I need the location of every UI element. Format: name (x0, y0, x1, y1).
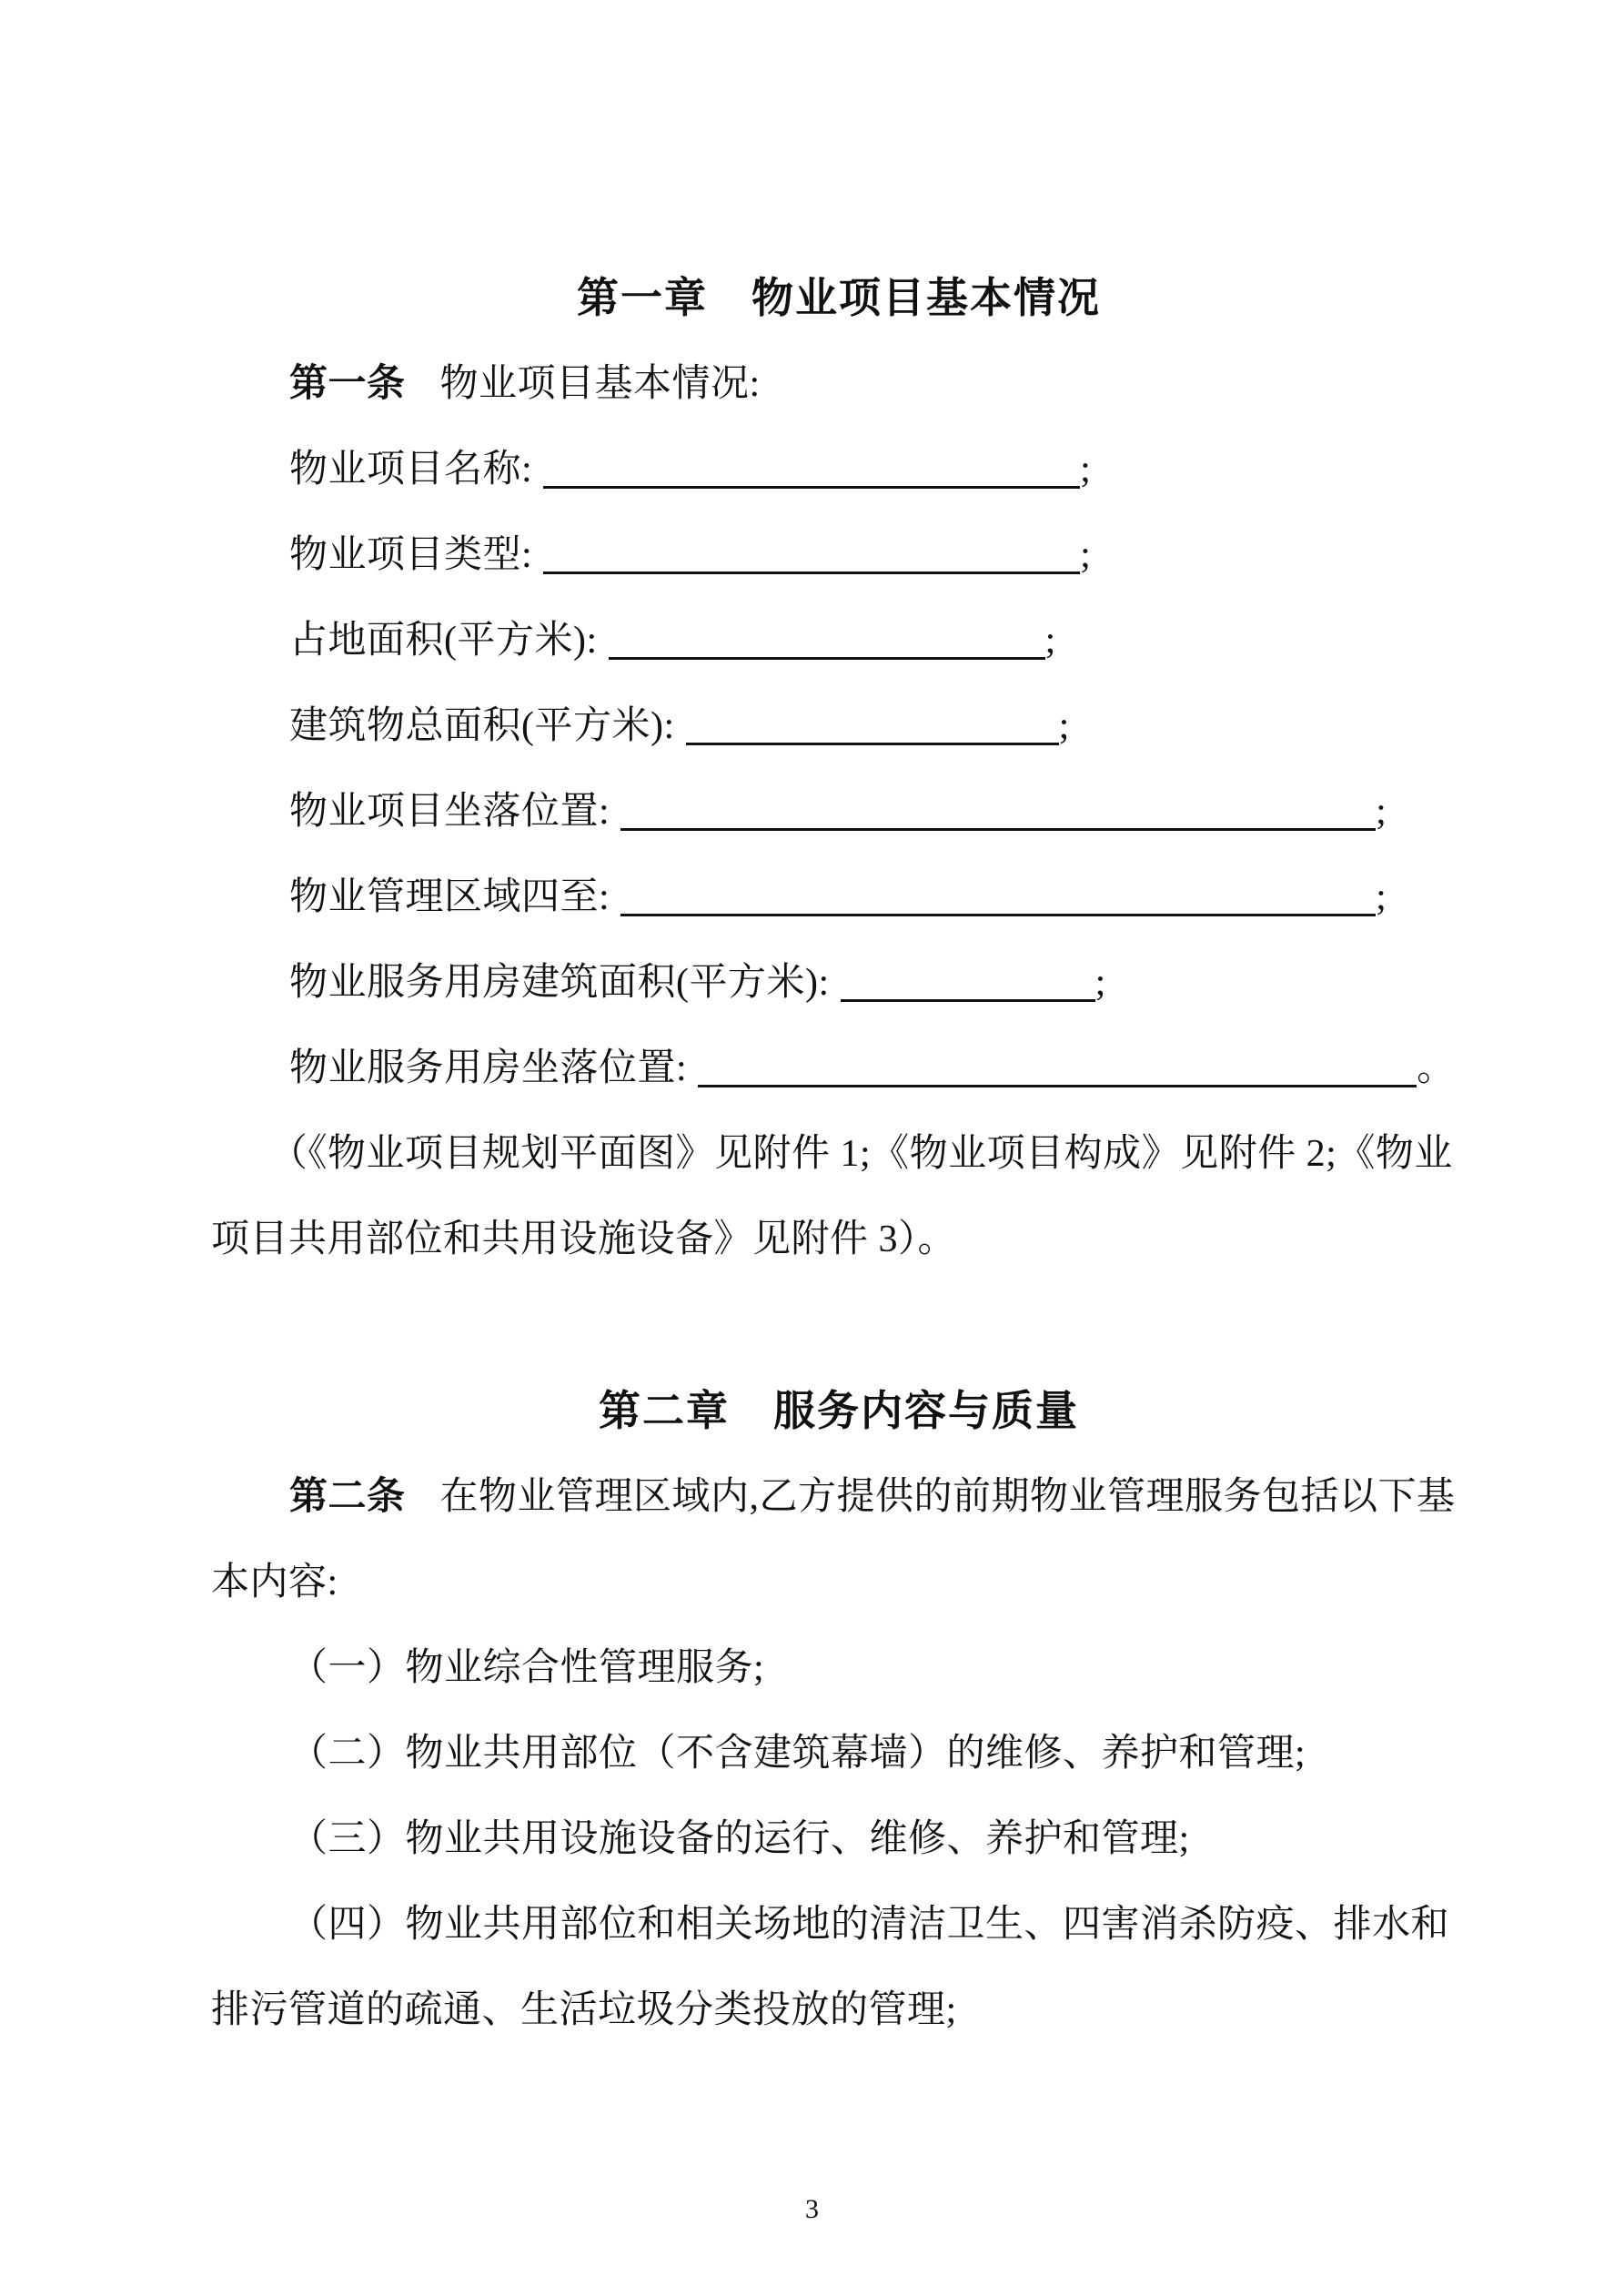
field-punct: ; (1080, 534, 1092, 576)
field-punct: ; (1080, 449, 1092, 491)
article2-paragraph (211, 1453, 1467, 1625)
field-punct: 。 (1417, 1047, 1456, 1089)
field-blank[interactable] (620, 819, 1376, 831)
service-item-1: （一）物业综合性管理服务; (289, 1647, 765, 1689)
field-blank[interactable] (698, 1076, 1417, 1087)
field-row-project-location (211, 769, 1467, 855)
article1-label: 第一条 (289, 361, 406, 404)
field-label: 物业服务用房坐落位置: (289, 1047, 688, 1089)
field-punct: ; (1044, 620, 1056, 662)
field-row-service-room-location (211, 1026, 1467, 1111)
chapter2-title: 第二章 服务内容与质量 (599, 1387, 1079, 1434)
field-label: 物业项目类型: (289, 534, 533, 576)
field-blank[interactable] (686, 733, 1059, 745)
field-label: 物业项目坐落位置: (289, 791, 610, 833)
service-item-2: （二）物业共用部位（不含建筑幕墙）的维修、养护和管理; (289, 1733, 1306, 1775)
field-blank[interactable] (543, 477, 1080, 489)
field-row-land-area (211, 598, 1467, 683)
article2-text: 在物业管理区域内,乙方提供的前期物业管理服务包括以下基本内容: (211, 1476, 1456, 1603)
field-label: 物业管理区域四至: (289, 876, 610, 918)
article1-text: 物业项目基本情况: (439, 363, 761, 405)
field-blank[interactable] (841, 990, 1095, 1002)
field-punct: ; (1376, 791, 1387, 833)
article2-label: 第二条 (289, 1474, 406, 1517)
blank-line (211, 1282, 1467, 1368)
field-row-management-boundary (211, 855, 1467, 940)
page-number: 3 (805, 2194, 819, 2224)
field-label: 建筑物总面积(平方米): (289, 705, 675, 747)
field-punct: ; (1376, 876, 1387, 918)
field-label: 物业服务用房建筑面积(平方米): (289, 962, 830, 1004)
field-row-project-type (211, 512, 1467, 598)
article1-paragraph (211, 340, 1467, 427)
field-blank[interactable] (609, 648, 1045, 660)
field-row-service-room-area (211, 940, 1467, 1026)
service-item-4: （四）物业共用部位和相关场地的清洁卫生、四害消杀防疫、排水和排污管道的疏通、生活垃圾分类投放的管理; (211, 1904, 1450, 2031)
field-blank[interactable] (620, 905, 1376, 916)
field-row-project-name (211, 427, 1467, 512)
field-label: 物业项目名称: (289, 449, 533, 491)
field-blank[interactable] (543, 562, 1080, 574)
chapter1-title: 第一章 物业项目基本情况 (577, 274, 1101, 321)
field-label: 占地面积(平方米): (289, 620, 598, 662)
service-item-3: （三）物业共用设施设备的运行、维修、养护和管理; (289, 1818, 1190, 1860)
attachment-note: （《物业项目规划平面图》见附件 1;《物业项目构成》见附件 2;《物业项目共用部位和共用设施设备》见附件 3）。 (211, 1133, 1453, 1260)
field-row-building-area (211, 683, 1467, 769)
field-punct: ; (1058, 705, 1070, 747)
field-punct: ; (1094, 962, 1106, 1004)
